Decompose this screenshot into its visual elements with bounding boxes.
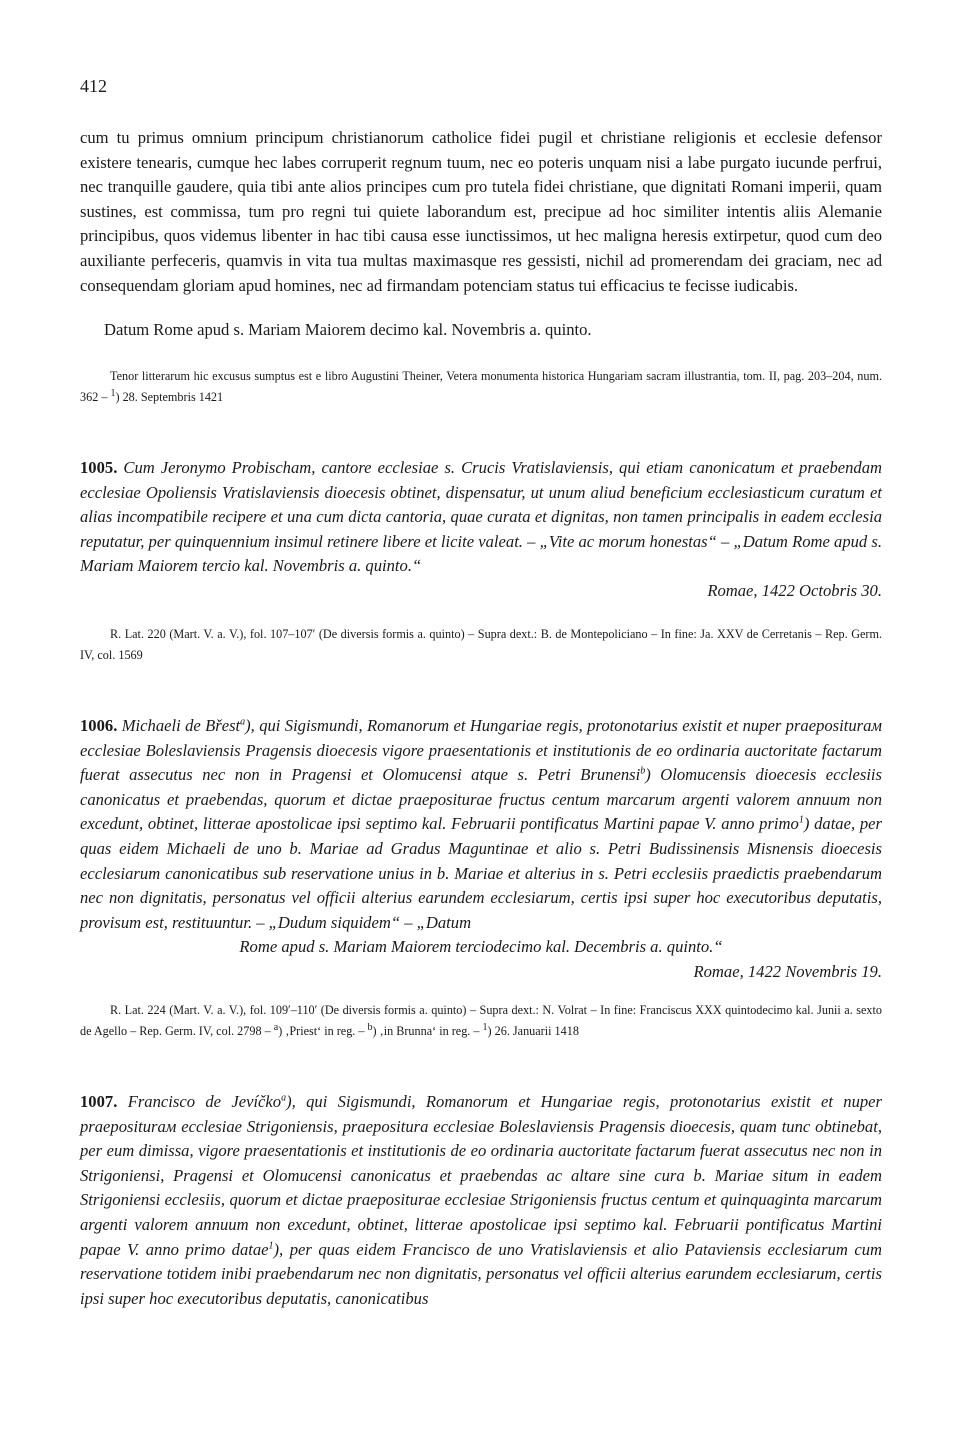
entry-text: Cum Jeronymo Probischam, cantore ecclesiae s. Crucis Vratislaviensis, qui etiam canonicatum et praebendam ecclesiae Opoliensis Vratislaviensis dioecesis obtinet, dispensatur, ut unum aliud beneficium ecclesiasticum curatum et alias incompatibile recipere et una cum dicta cantoria, quae curata et dignitas, non tamen principalis in eadem ecclesia reputatur, per quinquennium insimul retinere libere et licite valeat. – „Vite ac morum honestas“ – „Datum Rome apud s. Mariam Maiorem tercio kal. Novembris a. quinto.“ [80,458,882,576]
note-text: ) ‚in Brunna‘ in reg. – [372,1023,483,1038]
entry-number: 1006. [80,716,118,735]
entry-1007 [80,1090,882,1311]
note-text: ) ‚Priest‘ in reg. – [278,1023,368,1038]
footnote-mark: 1 [268,1240,274,1252]
footnote-mark: 1 [110,387,116,399]
entry-text-3: ) Olomucensis dioecesis ecclesiis canonicatus et praebendas, quorum et dictae praepositurae fructus centum marcarum argenti valorem annuum non excedunt, obtinet, litterae apostolicae ipsi septimo kal. Februarii pontificatus Martini papae V. anno primo [80,765,882,834]
entry-number: 1007. [80,1092,118,1111]
page-number: 412 [80,76,107,96]
footnote-mark: b [367,1021,373,1033]
entry-number: 1005. [80,458,118,477]
entry-1005-note [80,624,882,665]
entry-date: Romae, 1422 Novembris 19. [693,961,882,981]
source-note-text: Tenor litterarum hic excusus sumptus est e libro Augustini Theiner, Vetera monumenta historica Hungariam sacram illustrantia, tom. II, pag. 203–204, num. 362 – [80,369,882,404]
entry-text-3: ), per quas eidem Francisco de uno Vratislaviensis et alio Pataviensis ecclesiarum cum reservatione totidem inibi praebendarum nec non dignitatis, personatus vel officii alterius earundem ecclesiarum, certis ipsi super hoc executoribus deputatis, canonicatibus [80,1239,882,1308]
entry-1006-note [80,1000,882,1041]
source-note-text-end: ) 28. Septembris 1421 [115,389,224,404]
entry-text-1: Michaeli de Břest [121,716,241,735]
footnote-mark: a [281,1092,287,1104]
footnote-mark: a [273,1021,279,1033]
entry-date: Romae, 1422 Octobris 30. [707,580,882,600]
dated-line: Datum Rome apud s. Mariam Maiorem decimo kal. Novembris a. quinto. [104,320,592,339]
entry-text-1: Francisco de Jevíčko [127,1092,282,1111]
source-note [80,366,882,407]
entry-1006 [80,714,882,985]
entry-text-2: ), qui Sigismundi, Romanorum et Hungariae regis, protonotarius existit et nuper praepositurам ecclesiae Boleslaviensis Pragensis dioecesis vigore praesentationis et institutionis de eo ordinaria auctoritate factarum fuerat assecutus nec non in Pragensi et Olomucensi atque s. Petri Brunensi [80,716,882,785]
footnote-mark: 1 [798,814,804,826]
footnote-mark: 1 [482,1021,488,1033]
note-text: ) 26. Januarii 1418 [487,1023,579,1038]
continuation-paragraph: cum tu primus omnium principum christianorum catholice fidei pugil et christiane religionis et ecclesie defensor existere tenearis, cumque hec labes corruperit regnum tuum, nec eo poteris unquam nisi a labe purgato iucunde perfrui, nec tranquille gaudere, quia tibi ante alios principes cum pro tutela fidei christiane, que dignitati Romani imperii, quam sustines, est commissa, tum pro regni tui quiete laborandum est, precipue ad hoc similiter intentis aliis Alemanie principibus, quos videmus libenter in hac tibi causa esse iunctissimos, ut hec maligna heresis extirpetur, quod cum deo auxiliante perfeceris, quamvis in vita tua multas maximasque res gessisti, nichil ad promerendam dei graciam, nec ad consequendam gloriam apud homines, nec ad firmandam potenciam status tui efficacius te fecisse iudicabis. [80,128,882,295]
entry-1005 [80,456,882,604]
entry-text-4: ) datae, per quas eidem Michaeli de uno b. Mariae ad Gradus Maguntinae et alio s. Petri Budissinensis Misnensis dioecesis ecclesiarum canonicatibus sub reservatione unius in b. Mariae et alterius in s. Petri ecclesiis praedictis praebendarum nec non dignitatis, personatus vel officii alterius earundem ecclesiarum, certis ipsi super hoc executoribus deputatis, provisum est, restituuntur. – „Dudum siquidem“ – „Datum [80,814,882,932]
footnote-mark: a [240,716,246,728]
note-text: R. Lat. 220 (Mart. V. a. V.), fol. 107–107′ (De diversis formis a. quinto) – Supra dext.: B. de Montepoliciano – In fine: Ja. XXV de Cerretanis – Rep. Germ. IV, col. 1569 [80,627,882,662]
entry-text-5: Rome apud s. Mariam Maiorem terciodecimo kal. Decembris a. quinto.“ [239,937,723,957]
entry-text-2: ), qui Sigismundi, Romanorum et Hungariae regis, protonotarius existit et nuper praepositurам ecclesiae Strigoniensis, praepositura ecclesiae Boleslaviensis Pragensis dioecesis, quam tunc obtinebat, per eum dimissa, vigore praesentationis et institutionis de eo ordinaria auctoritate factarum fuerat assecutus nec non in Strigoniensi, Pragensi et Olomucensi canonicatus et praebendas ac altare sine cura b. Mariae situm in eadem Strigoniensi ecclesiis, quorum et dictae praepositurae ecclesiae Strigoniensis fructus centum et quinquaginta marcarum argenti valorem annuum non excedunt, obtinet, litterae apostolicae ipsi septimo kal. Februarii pontificatus Martini papae V. anno primo datae [80,1092,882,1259]
note-text: R. Lat. 224 (Mart. V. a. V.), fol. 109′–110′ (De diversis formis a. quinto) – Supra dext.: N. Volrat – In fine: Franciscus XXX quintodecimo kal. Junii a. sexto de Agello – Rep. Germ. IV, col. 2798 – [80,1003,882,1038]
footnote-mark: b [640,765,646,777]
